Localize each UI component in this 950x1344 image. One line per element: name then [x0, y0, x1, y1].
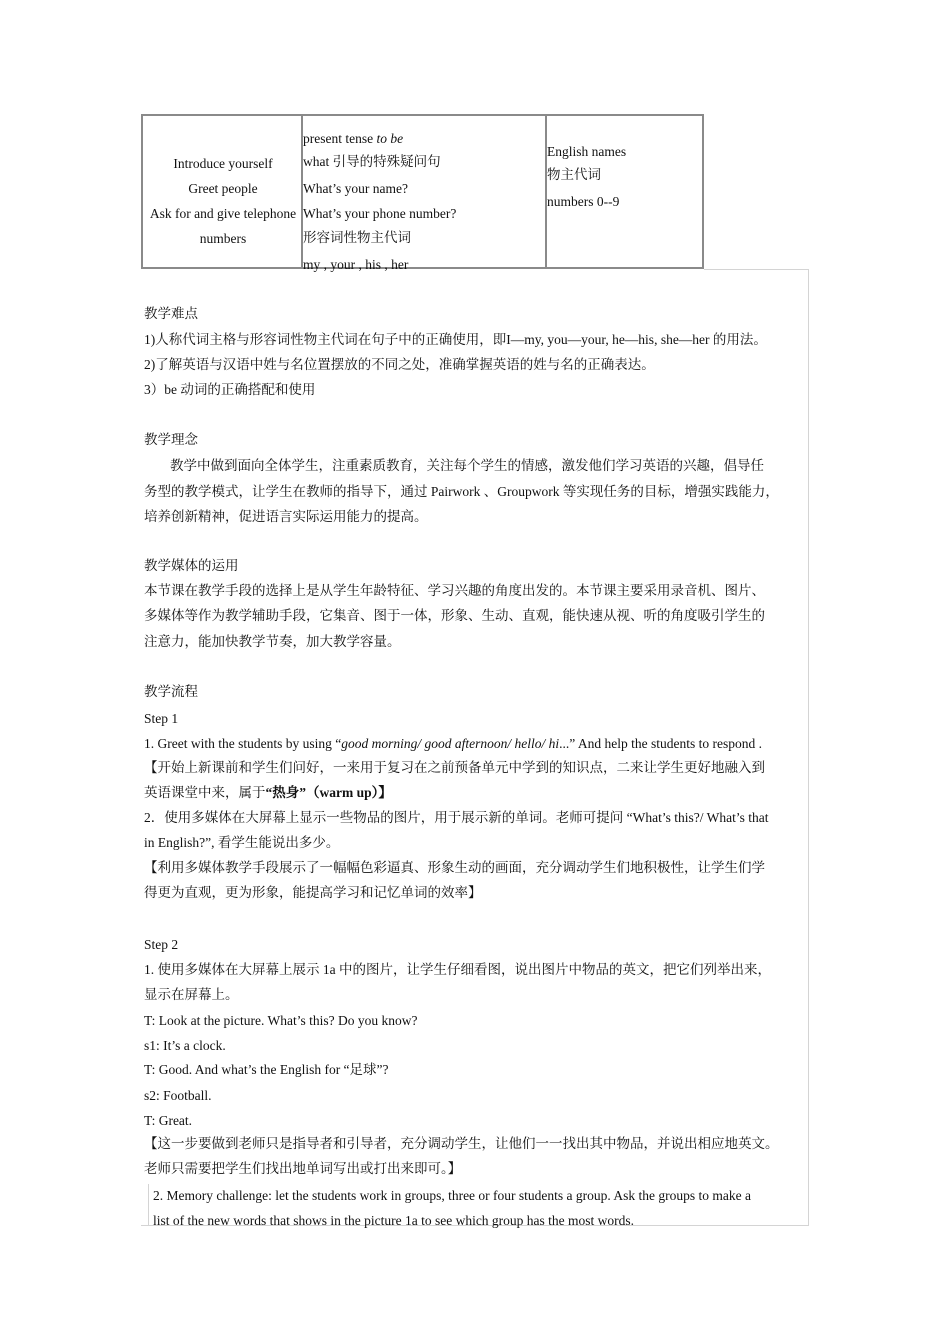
table-col-vocabulary — [547, 116, 702, 267]
paragraph-line: 本节课在教学手段的选择上是从学生年龄特征、学习兴趣的角度出发的。本节课主要采用录音机、图片、 — [144, 583, 765, 598]
table-col-structures — [303, 116, 547, 272]
paragraph-line — [144, 784, 392, 802]
section-heading: 教学媒体的运用 — [144, 558, 239, 573]
section-heading: 教学难点 — [144, 306, 198, 321]
paragraph-line: 教学中做到面向全体学生，注重素质教育，关注每个学生的情感，激发他们学习英语的兴趣，倡导任 — [170, 458, 764, 473]
paragraph-line: 2．使用多媒体在大屏幕上显示一些物品的图片，用于展示新的单词。老师可提问 “What’s this?/ What’s that — [144, 810, 769, 825]
step-title: Step 2 — [144, 937, 179, 952]
paragraph-line: 务型的教学模式，让学生在教师的指导下，通过 Pairwork 、Groupwork 等实现任务的目标，增强实践能力， — [144, 484, 779, 499]
paragraph-line: 2. Memory challenge: let the students work in groups, three or four students a group. Ask the groups to make a — [153, 1188, 752, 1203]
text-span: 1. Greet with the students by using “ — [144, 736, 342, 751]
table-cell-text: Introduce yourself — [173, 156, 273, 171]
paragraph-line: s1: It’s a clock. — [144, 1038, 226, 1053]
paragraph-line: 1)人称代词主格与形容词性物主代词在句子中的正确使用，即I—my, you—your, he—his, she—her 的用法。 — [144, 332, 767, 347]
text-span: good morning/ good afternoon/ hello/ hi — [341, 736, 560, 751]
table-cell-text: 物主代词 — [547, 167, 601, 182]
paragraph-line: 【利用多媒体教学手段展示了一幅幅色彩逼真、形象生动的画面，充分调动学生们地积极性，让学生们学 — [144, 860, 765, 875]
section-heading: 教学理念 — [144, 432, 198, 447]
table-cell-text: my , your , his , her — [303, 257, 409, 272]
objectives-table — [141, 114, 704, 272]
table-cell-text: Ask for and give telephone — [149, 206, 297, 221]
paragraph-line: T: Great. — [144, 1113, 193, 1128]
paragraph-line: 注意力，能加快教学节奏，加大教学容量。 — [144, 634, 401, 649]
table-cell-text: What’s your phone number? — [303, 206, 457, 221]
frame-line — [808, 269, 809, 1226]
text-span: 英语课堂中来，属于 — [144, 785, 266, 800]
text-span: “热身”（warm up）】 — [265, 785, 392, 800]
paragraph-line — [144, 735, 762, 753]
table-cell-text: 形容词性物主代词 — [303, 230, 411, 245]
frame-line — [148, 1184, 149, 1226]
table-cell-text: numbers 0--9 — [547, 194, 620, 209]
table-cell-text: What’s your name? — [303, 181, 408, 196]
text-span: ...” And help the students to respond . — [559, 736, 762, 751]
paragraph-line: 老师只需要把学生们找出地单词写出或打出来即可。】 — [144, 1161, 462, 1176]
table-cell-text: what 引导的特殊疑问句 — [303, 154, 441, 169]
table-cell-text — [303, 131, 403, 147]
table-cell-text: English names — [547, 144, 627, 159]
paragraph-line: s2: Football. — [144, 1088, 212, 1103]
paragraph-line: 培养创新精神，促进语言实际运用能力的提高。 — [144, 509, 428, 524]
paragraph-line: T: Look at the picture. What’s this? Do you know? — [144, 1013, 418, 1028]
paragraph-line: 显示在屏幕上。 — [144, 987, 239, 1002]
paragraph-line: 多媒体等作为教学辅助手段，它集音、图于一体，形象、生动、直观，能快速从视、听的角度吸引学生的 — [144, 608, 765, 623]
paragraph-line: 【开始上新课前和学生们问好，一来用于复习在之前预备单元中学到的知识点，二来让学生更好地融入到 — [144, 760, 765, 775]
paragraph-line: T: Good. And what’s the English for “足球”? — [144, 1062, 389, 1077]
paragraph-line: list of the new words that shows in the picture 1a to see which group has the most words. — [153, 1213, 635, 1228]
paragraph-line: 3）be 动词的正确搭配和使用 — [144, 382, 316, 397]
frame-line — [704, 269, 809, 270]
paragraph-line: 得更为直观，更为形象，能提高学习和记忆单词的效率】 — [144, 885, 482, 900]
paragraph-line: 1. 使用多媒体在大屏幕上展示 1a 中的图片，让学生仔细看图，说出图片中物品的英文，把它们列举出来， — [144, 962, 771, 977]
table-cell-text: Greet people — [188, 181, 258, 196]
table-cell-text: to be — [376, 131, 404, 146]
table-cell-text: numbers — [199, 231, 247, 246]
step-title: Step 1 — [144, 711, 179, 726]
paragraph-line: in English?”, 看学生能说出多少。 — [144, 835, 340, 850]
paragraph-line: 2)了解英语与汉语中姓与名位置摆放的不同之处，准确掌握英语的姓与名的正确表达。 — [144, 357, 655, 372]
section-heading: 教学流程 — [144, 684, 198, 699]
paragraph-line: 【这一步要做到老师只是指导者和引导者，充分调动学生，让他们一一找出其中物品，并说出相应地英文。 — [144, 1136, 779, 1151]
table-cell-text: present tense — [303, 131, 377, 146]
table-col-functions — [143, 116, 303, 267]
